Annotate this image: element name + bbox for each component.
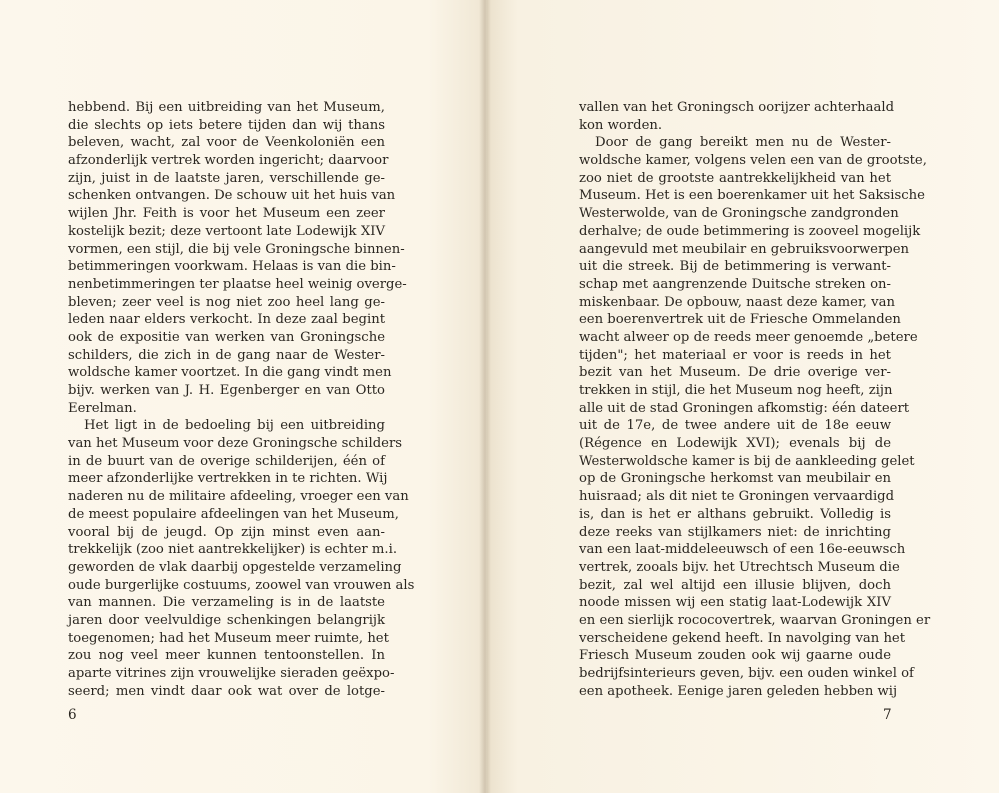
text-line: Museum. Het is een boerenkamer uit het Saksische: [579, 188, 925, 204]
text-line: van mannen. Die verzameling is in de laatste: [68, 595, 385, 611]
text-line: is, dan is het er althans gebruikt. Volledig is: [579, 506, 891, 522]
text-line: zoo niet de grootste aantrekkelijkheid van het: [579, 170, 891, 186]
text-line: die slechts op iets betere tijden dan wij thans: [68, 117, 385, 133]
text-line: seerd; men vindt daar ook wat over de lotge-: [68, 683, 385, 699]
text-line: vormen, een stijl, die bij vele Groningsche binnen-: [68, 241, 405, 257]
text-line: kon worden.: [579, 117, 663, 133]
text-line: meer afzonderlijke vertrekken in te richten. Wij: [68, 471, 388, 487]
text-line: woldsche kamer voortzet. In die gang vindt men: [68, 365, 392, 381]
text-line: bijv. werken van J. H. Egenberger en van Otto: [68, 383, 385, 398]
text-line: woldsche kamer, volgens velen een van de grootste,: [579, 153, 927, 169]
text-line: schenken ontvangen. De schouw uit het huis van: [68, 188, 396, 204]
text-line: uit die streek. Bij de betimmering is verwant-: [579, 259, 891, 275]
text-line: Friesch Museum zouden ook wij gaarne oude: [579, 648, 891, 664]
text-line: verscheidene gekend heeft. In navolging van het: [579, 630, 906, 646]
text-line: betimmeringen voorkwam. Helaas is van die bin-: [68, 259, 396, 275]
page-number-right: 7: [883, 707, 892, 723]
text-line: zou nog veel meer kunnen tentoonstellen. In: [68, 648, 385, 664]
text-line: derhalve; de oude betimmering is zooveel mogelijk: [579, 223, 921, 239]
text-line: uit de 17e, de twee andere uit de 18e eeuw: [579, 418, 891, 434]
text-line: bleven; zeer veel is nog niet zoo heel lang ge-: [68, 294, 385, 310]
left-page-text: [68, 99, 415, 700]
text-line: toegenomen; had het Museum meer ruimte, het: [68, 630, 389, 646]
text-line: jaren door veelvuldige schenkingen belangrijk: [68, 612, 385, 628]
text-line: kostelijk bezit; deze vertoont late Lodewijk XIV: [68, 223, 385, 239]
text-line: zijn, juist in de laatste jaren, verschillende ge-: [68, 170, 385, 186]
text-line: hebbend. Bij een uitbreiding van het Museum,: [68, 100, 385, 115]
text-line: wijlen Jhr. Feith is voor het Museum een zeer: [68, 206, 385, 222]
text-line: noode missen wij een statig laat-Lodewijk XIV: [579, 595, 891, 611]
text-line: afzonderlijk vertrek worden ingericht; daarvoor: [68, 153, 389, 169]
text-line: in de buurt van de overige schilderijen, één of: [68, 453, 385, 469]
text-line: schap met aangrenzende Duitsche streken on-: [579, 276, 891, 292]
text-line: op de Groningsche herkomst van meubilair en: [579, 471, 891, 487]
page-number-left: 6: [68, 707, 77, 723]
text-line: Eerelman.: [68, 400, 137, 416]
text-line: vooral bij de jeugd. Op zijn minst even aan-: [68, 524, 385, 540]
text-line: vallen van het Groningsch oorijzer achterhaald: [579, 100, 895, 115]
text-line: de meest populaire afdeelingen van het Museum,: [68, 506, 399, 522]
text-line: schilders, die zich in de gang naar de Wester-: [68, 347, 385, 363]
text-line: oude burgerlijke costuums, zoowel van vrouwen als: [68, 577, 415, 593]
text-line: miskenbaar. De opbouw, naast deze kamer, van: [579, 294, 895, 310]
text-line: geworden de vlak daarbij opgestelde verzameling: [68, 559, 402, 575]
book-gutter: [479, 0, 491, 793]
text-line: van het Museum voor deze Groningsche schilders: [68, 436, 403, 452]
text-line: bedrijfsinterieurs geven, bijv. een ouden winkel of: [579, 666, 914, 681]
text-line: aparte vitrines zijn vrouwelijke sieraden geëxpo-: [68, 666, 395, 681]
text-line: trekkelijk (zoo niet aantrekkelijker) is echter m.i.: [68, 542, 398, 558]
text-line: tijden"; het materiaal er voor is reeds in het: [579, 347, 891, 363]
text-line: van een laat-middeleeuwsch of een 16e-eeuwsch: [579, 542, 906, 558]
text-line: Westerwolde, van de Groningsche zandgronden: [579, 206, 899, 222]
text-line: een boerenvertrek uit de Friesche Ommelanden: [579, 312, 901, 328]
text-line: vertrek, zooals bijv. het Utrechtsch Museum die: [579, 559, 900, 575]
text-line: naderen nu de militaire afdeeling, vroeger een van: [68, 489, 409, 505]
text-line: huisraad; als dit niet te Groningen vervaardigd: [579, 489, 895, 505]
text-line: leden naar elders verkocht. In deze zaal begint: [68, 312, 385, 328]
text-line: Door de gang bereikt men nu de Wester-: [595, 135, 891, 151]
text-line: ook de expositie van werken van Groningsche: [68, 329, 385, 345]
text-line: alle uit de stad Groningen afkomstig: één dateert: [579, 400, 910, 416]
text-line: bezit, zal wel altijd een illusie blijven, doch: [579, 577, 891, 593]
text-line: nenbetimmeringen ter plaatse heel weinig overge-: [68, 276, 407, 292]
text-line: wacht alweer op de reeds meer genoemde „betere: [579, 329, 918, 345]
text-line: bezit van het Museum. De drie overige ver-: [579, 365, 891, 381]
text-line: trekken in stijl, die het Museum nog heeft, zijn: [579, 383, 893, 398]
text-line: beleven, wacht, zal voor de Veenkoloniën een: [68, 135, 385, 151]
text-line: deze reeks van stijlkamers niet: de inrichting: [579, 524, 891, 540]
text-line: (Régence en Lodewijk XVI); evenals bij de: [579, 436, 891, 452]
text-line: Het ligt in de bedoeling bij een uitbreiding: [84, 418, 385, 434]
right-page-text: [579, 99, 931, 700]
text-line: Westerwoldsche kamer is bij de aankleeding gelet: [579, 453, 915, 469]
text-line: en een sierlijk rococovertrek, waarvan Groningen er: [579, 612, 931, 628]
text-line: aangevuld met meubilair en gebruiksvoorwerpen: [579, 241, 910, 257]
text-line: een apotheek. Eenige jaren geleden hebben wij: [579, 683, 898, 699]
